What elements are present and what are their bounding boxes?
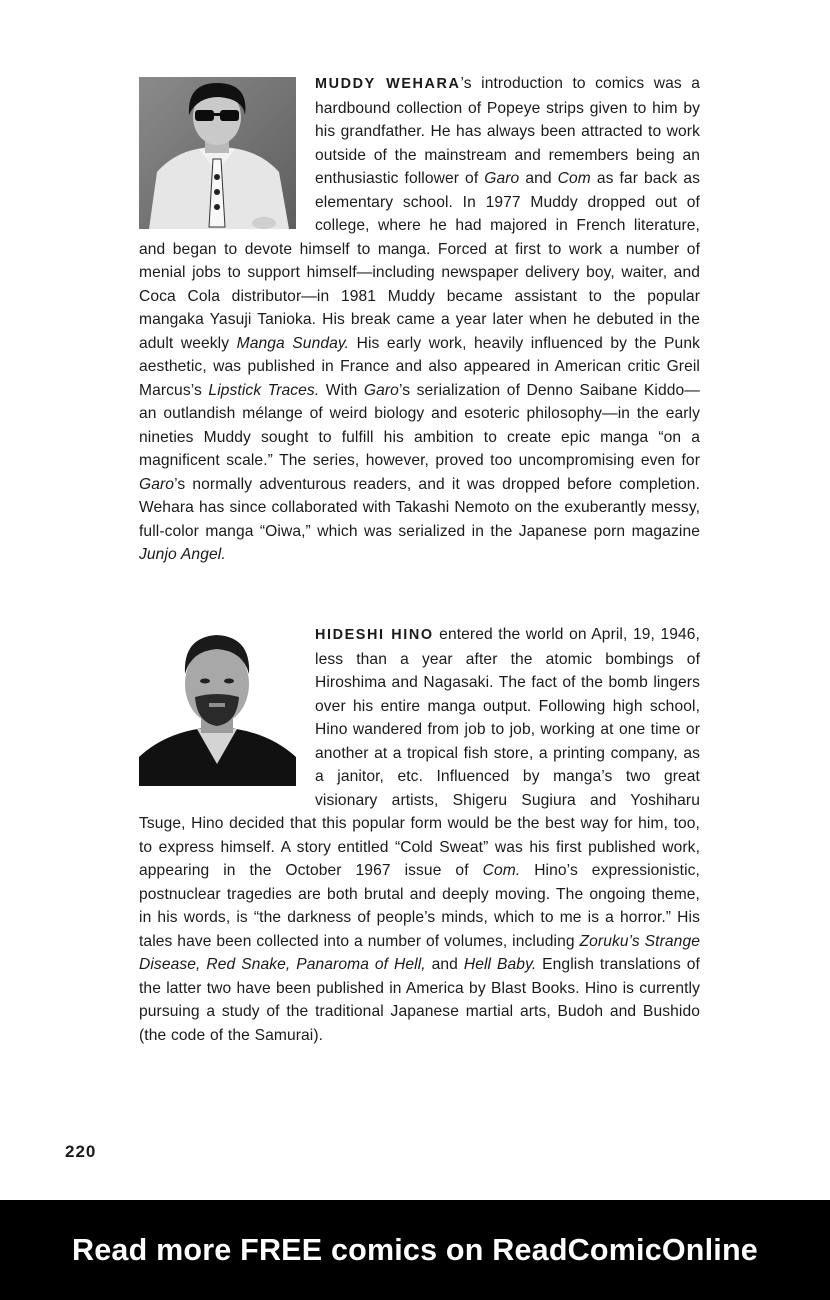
bio1-italic-junjo-angel: Junjo Angel.	[139, 546, 226, 563]
bio1-italic-garo: Garo	[484, 170, 520, 187]
portrait-muddy-wehara	[139, 77, 296, 229]
bio1-text-6: ’s serialization of Denno Saibane Kiddo—an outlandish mélange of weird biology and esoteric philosophy—in the early nineties Muddy sought to fulfill his ambition to create epic manga “on a magnificent scale.” The series, however, proved too uncompromising even for	[139, 381, 700, 469]
page-number: 220	[65, 1142, 97, 1161]
bio1-text-1: ’s introduction to comics was a hardbound collection of Popeye strips given to him by his grandfather. He has always been attracted to work outside of the mainstream and remembers being an enthusiastic follower of	[315, 75, 700, 187]
bio1-text-4: His early work, heavily influenced by the Punk aesthetic, was published in France and also appeared in American critic Greil Marcus’s	[139, 334, 700, 399]
bio1-italic-garo-3: Garo	[139, 475, 175, 493]
bio1-text-3: as far back as elementary school. In 1977 Muddy dropped out of college, where he had majored in French literature, and began to devote himself to manga. Forced at first to work a number of menial jobs to support himself—including newspaper delivery boy, waiter, and Coca Cola distributor—in 1981 Muddy became assistant to the popular mangaka Yasuji Tanioka. His break came a year later when he debuted in the adult weekly	[139, 170, 700, 352]
bio1-text-2: and	[519, 170, 558, 187]
bio-muddy-wehara	[139, 72, 700, 567]
bio1-italic-com: Com	[557, 170, 591, 187]
bio2-text-4: English translations of the latter two have been published in America by Blast Books. Hino is currently pursuing a study of the traditional Japanese martial arts, Budoh and Bushido (the code of the Samurai).	[139, 956, 700, 1044]
bio1-italic-garo-2: Garo	[363, 381, 399, 399]
bio1-italic-lipstick-traces: Lipstick Traces.	[208, 381, 320, 399]
bio2-italic-titles: Zoruku’s Strange Disease, Red Snake, Panaroma of Hell,	[139, 932, 700, 973]
portrait-hideshi-hino	[139, 629, 296, 786]
bio1-text-7: ’s normally adventurous readers, and it was dropped before completion. Wehara has since collaborated with Takashi Nemoto on the exuberantly messy, full-color manga “Oiwa,” which was serialized in the Japanese porn magazine	[139, 475, 700, 540]
bio2-text-3: and	[425, 956, 464, 973]
bio1-italic-manga-sunday: Manga Sunday.	[236, 334, 350, 352]
promo-banner-text[interactable]: Read more FREE comics on ReadComicOnline	[72, 1232, 758, 1267]
bio-hideshi-hino	[139, 623, 700, 1047]
bio2-text-1: entered the world on April, 19, 1946, less than a year after the atomic bombings of Hiroshima and Nagasaki. The fact of the bomb lingers over his entire manga output. Following high school, Hino wandered from job to job, working at one time or another at a tropical fish store, a printing company, as a janitor, etc. Influenced by manga’s two great visionary artists, Shigeru Sugiura and Yoshiharu Tsuge, Hino decided that this popular form would be the best way for him, too, to express himself. A story entitled “Cold Sweat” was his first published work, appearing in the October 1967 issue of	[139, 626, 700, 879]
bio2-text-2: Hino’s expressionistic, postnuclear tragedies are both brutal and deeply moving. The ongoing theme, in his words, is “the darkness of people’s minds, which to me is a horror.” His tales have been collected into a number of volumes, including	[139, 862, 700, 950]
name-muddy-wehara: MUDDY WEHARA	[315, 76, 461, 92]
name-hideshi-hino: HIDESHI HINO	[315, 627, 434, 643]
bio2-italic-hell-baby: Hell Baby.	[463, 956, 537, 973]
promo-banner[interactable]	[0, 1200, 830, 1300]
bio2-italic-com: Com.	[482, 862, 521, 879]
bio1-text-5: With	[319, 381, 364, 399]
